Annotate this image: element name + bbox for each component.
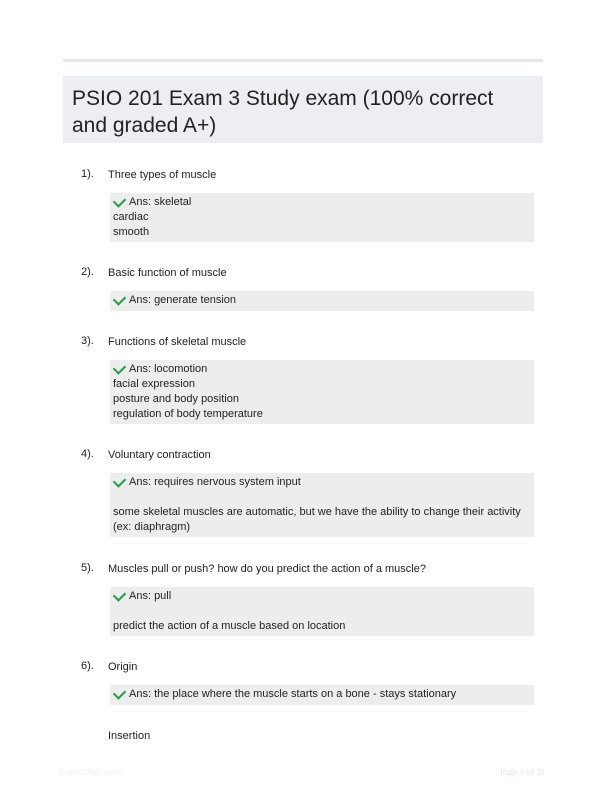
question-number: 4). [81,448,94,460]
answer-box [110,473,534,537]
question-text: Basic function of muscle [108,267,227,279]
answer-line: Ans: pull [113,589,531,604]
answer-line: smooth [113,226,150,238]
question-text: Muscles pull or push? how do you predict the action of a muscle? [108,563,426,575]
answer-box [110,685,534,705]
question-text: Voluntary contraction [108,449,211,461]
question-number: 6). [81,660,94,672]
checkmark-icon [113,361,126,374]
question-text: Insertion [108,730,151,742]
answer-box [110,291,534,311]
checkmark-icon [113,194,126,207]
page-title: PSIO 201 Exam 3 Study exam (100% correct and graded A+) [72,87,494,137]
answer-line: regulation of body temperature [113,408,263,420]
top-divider [63,59,543,62]
answer-spacer [113,490,531,505]
question-number: 2). [81,266,94,278]
question-number: 5). [81,562,94,574]
checkmark-icon [113,292,126,305]
question-text: Functions of skeletal muscle [108,336,247,348]
footer-watermark: PaperStoic.com [59,767,123,777]
answer-line: Ans: skeletal [113,195,531,210]
answer-line: some skeletal muscles are automatic, but we have the ability to change their activity (ex: diaphragm) [113,506,521,533]
question-number: 1). [81,168,94,180]
answer-line: facial expression [113,378,195,390]
title-banner [63,76,543,143]
answer-line: cardiac [113,211,149,223]
answer-line: Ans: requires nervous system input [113,475,531,490]
checkmark-icon [113,686,126,699]
checkmark-icon [113,474,126,487]
answer-spacer [113,604,531,619]
answer-box [110,360,534,424]
answer-box [110,587,534,636]
question-number: 3). [81,335,94,347]
answer-box [110,193,534,242]
answer-line: Ans: locomotion [113,362,531,377]
answer-line: predict the action of a muscle based on location [113,620,346,632]
answer-line: Ans: generate tension [113,293,531,308]
answer-line: posture and body position [113,393,239,405]
question-text: Three types of muscle [108,169,217,181]
page-number: Page 1 of 21 [500,767,546,777]
answer-line: Ans: the place where the muscle starts on a bone - stays stationary [113,687,531,702]
checkmark-icon [113,588,126,601]
question-text: Origin [108,661,138,673]
